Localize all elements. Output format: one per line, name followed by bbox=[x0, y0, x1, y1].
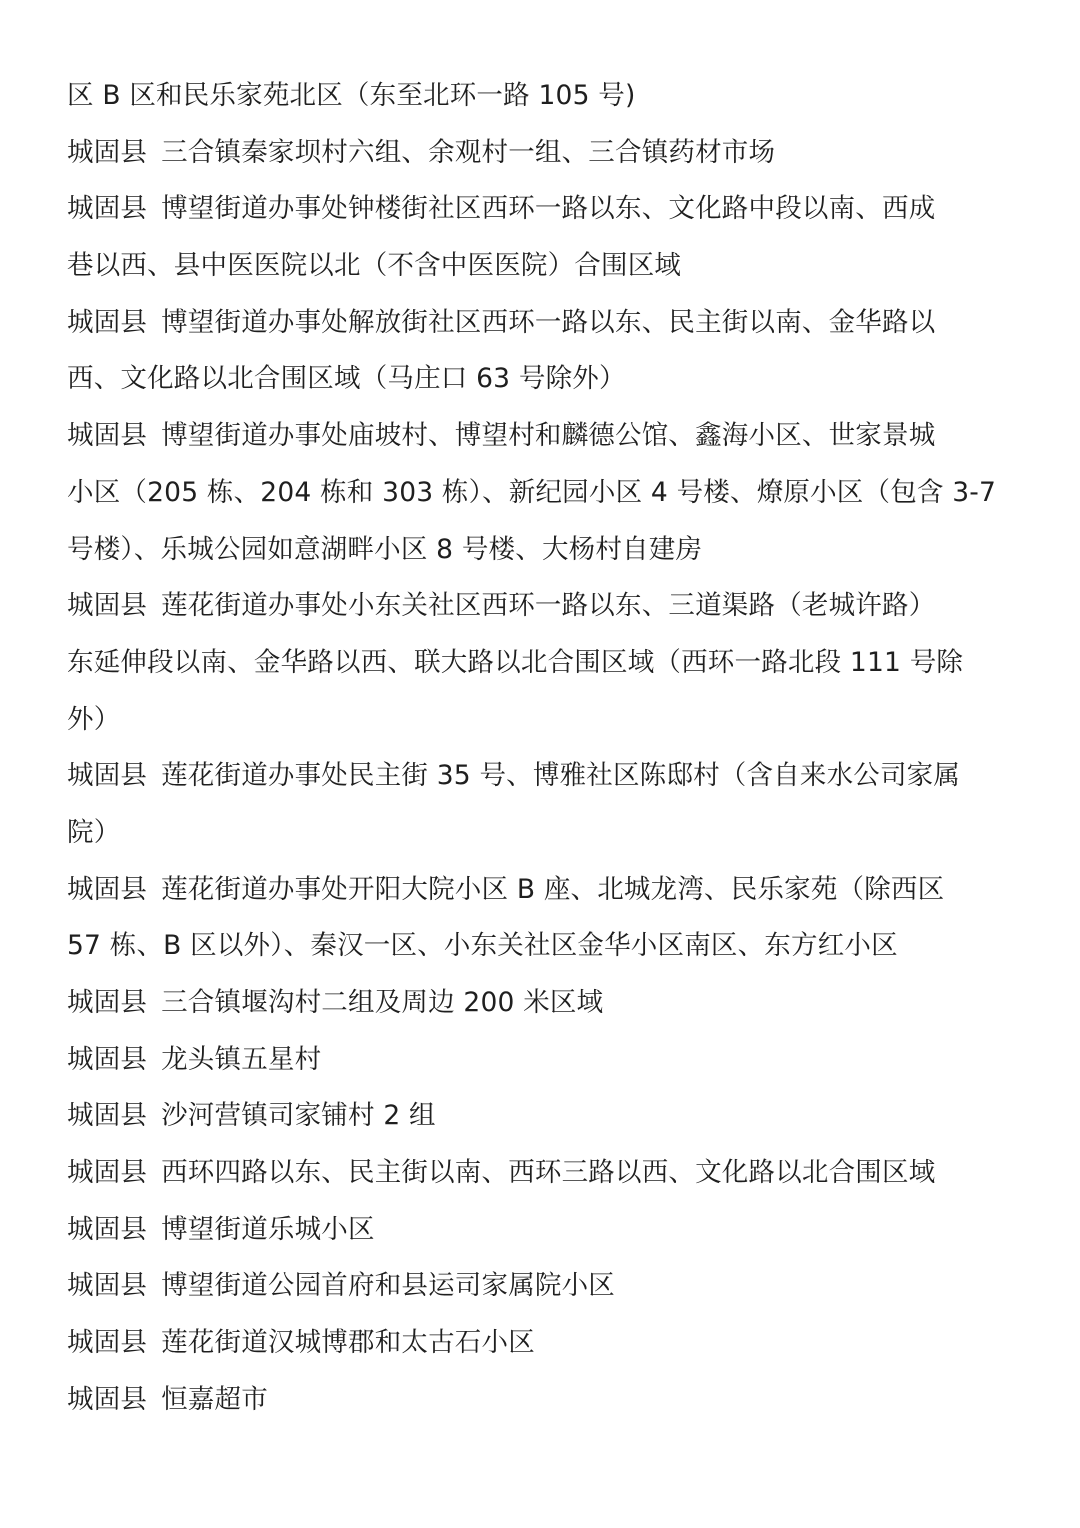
county-label: 城固县 bbox=[67, 1043, 148, 1075]
text-line bbox=[67, 1258, 1027, 1315]
text-line bbox=[67, 1145, 1027, 1202]
text-line bbox=[67, 181, 1027, 238]
line-text: 莲花街道办事处开阳大院小区 B 座、北城龙湾、民乐家苑（除西区 bbox=[161, 873, 945, 905]
line-text: 龙头镇五星村 bbox=[161, 1043, 322, 1075]
line-text: 博望街道乐城小区 bbox=[161, 1213, 375, 1245]
text-line bbox=[67, 748, 1027, 805]
text-line bbox=[67, 238, 1027, 295]
line-text: 博望街道办事处庙坡村、博望村和麟德公馆、鑫海小区、世家景城 bbox=[161, 420, 936, 452]
document-page bbox=[67, 68, 1027, 1429]
county-label: 城固县 bbox=[67, 1157, 148, 1189]
county-label: 城固县 bbox=[67, 1213, 148, 1245]
county-label: 城固县 bbox=[67, 1383, 148, 1415]
text-line bbox=[67, 805, 1027, 862]
county-label: 城固县 bbox=[67, 193, 148, 225]
county-label: 城固县 bbox=[67, 760, 148, 792]
text-line bbox=[67, 408, 1027, 465]
text-line bbox=[67, 125, 1027, 182]
line-text: 57 栋、B 区以外）、秦汉一区、小东关社区金华小区南区、东方红小区 bbox=[67, 930, 898, 962]
county-label: 城固县 bbox=[67, 136, 148, 168]
text-line bbox=[67, 1032, 1027, 1089]
line-text: 恒嘉超市 bbox=[161, 1383, 268, 1415]
text-line bbox=[67, 1088, 1027, 1145]
line-text: 三合镇秦家坝村六组、余观村一组、三合镇药材市场 bbox=[161, 136, 776, 168]
county-label: 城固县 bbox=[67, 590, 148, 622]
line-text: 院） bbox=[67, 816, 121, 848]
text-line bbox=[67, 351, 1027, 408]
county-label: 城固县 bbox=[67, 420, 148, 452]
line-text: 沙河营镇司家铺村 2 组 bbox=[161, 1100, 436, 1132]
county-label: 城固县 bbox=[67, 987, 148, 1018]
line-text: 博望街道办事处解放街社区西环一路以东、民主街以南、金华路以 bbox=[161, 306, 936, 338]
line-text: 巷以西、县中医医院以北（不含中医医院）合围区域 bbox=[67, 250, 682, 282]
line-text: 莲花街道汉城博郡和太古石小区 bbox=[161, 1327, 535, 1359]
line-text: 博望街道公园首府和县运司家属院小区 bbox=[161, 1270, 616, 1302]
text-line bbox=[67, 522, 1027, 579]
text-line bbox=[67, 692, 1027, 749]
county-label: 城固县 bbox=[67, 1100, 148, 1132]
county-label: 城固县 bbox=[67, 306, 148, 338]
line-text: 西、文化路以北合围区域（马庄口 63 号除外） bbox=[67, 363, 626, 395]
text-line bbox=[67, 295, 1027, 352]
text-line bbox=[67, 975, 1027, 1032]
text-line bbox=[67, 635, 1027, 692]
line-text: 西环四路以东、民主街以南、西环三路以西、文化路以北合围区域 bbox=[161, 1157, 936, 1189]
text-line bbox=[67, 918, 1027, 975]
text-line bbox=[67, 1315, 1027, 1372]
text-line bbox=[67, 465, 1027, 522]
line-text: 博望街道办事处钟楼街社区西环一路以东、文化路中段以南、西成 bbox=[161, 193, 936, 225]
county-label: 城固县 bbox=[67, 1270, 148, 1302]
text-line bbox=[67, 1372, 1027, 1429]
line-text: 东延伸段以南、金华路以西、联大路以北合围区域（西环一路北段 111 号除 bbox=[67, 646, 964, 678]
line-text: 小区（205 栋、204 栋和 303 栋）、新纪园小区 4 号楼、燎原小区（包含 3-7 bbox=[67, 476, 997, 508]
line-text: 莲花街道办事处小东关社区西环一路以东、三道渠路（老城许路） bbox=[161, 590, 936, 622]
line-text: 三合镇堰沟村二组及周边 200 米区域 bbox=[161, 987, 604, 1018]
line-text: 区 B 区和民乐家苑北区（东至北环一路 105 号) bbox=[67, 80, 636, 111]
county-label: 城固县 bbox=[67, 1327, 148, 1359]
county-label: 城固县 bbox=[67, 873, 148, 905]
text-line bbox=[67, 862, 1027, 919]
text-line bbox=[67, 1202, 1027, 1259]
text-line bbox=[67, 578, 1027, 635]
line-text: 莲花街道办事处民主街 35 号、博雅社区陈邸村（含自来水公司家属 bbox=[161, 760, 961, 792]
line-text: 外） bbox=[67, 703, 121, 735]
text-line bbox=[67, 68, 1027, 125]
line-text: 号楼）、乐城公园如意湖畔小区 8 号楼、大杨村自建房 bbox=[67, 533, 703, 565]
